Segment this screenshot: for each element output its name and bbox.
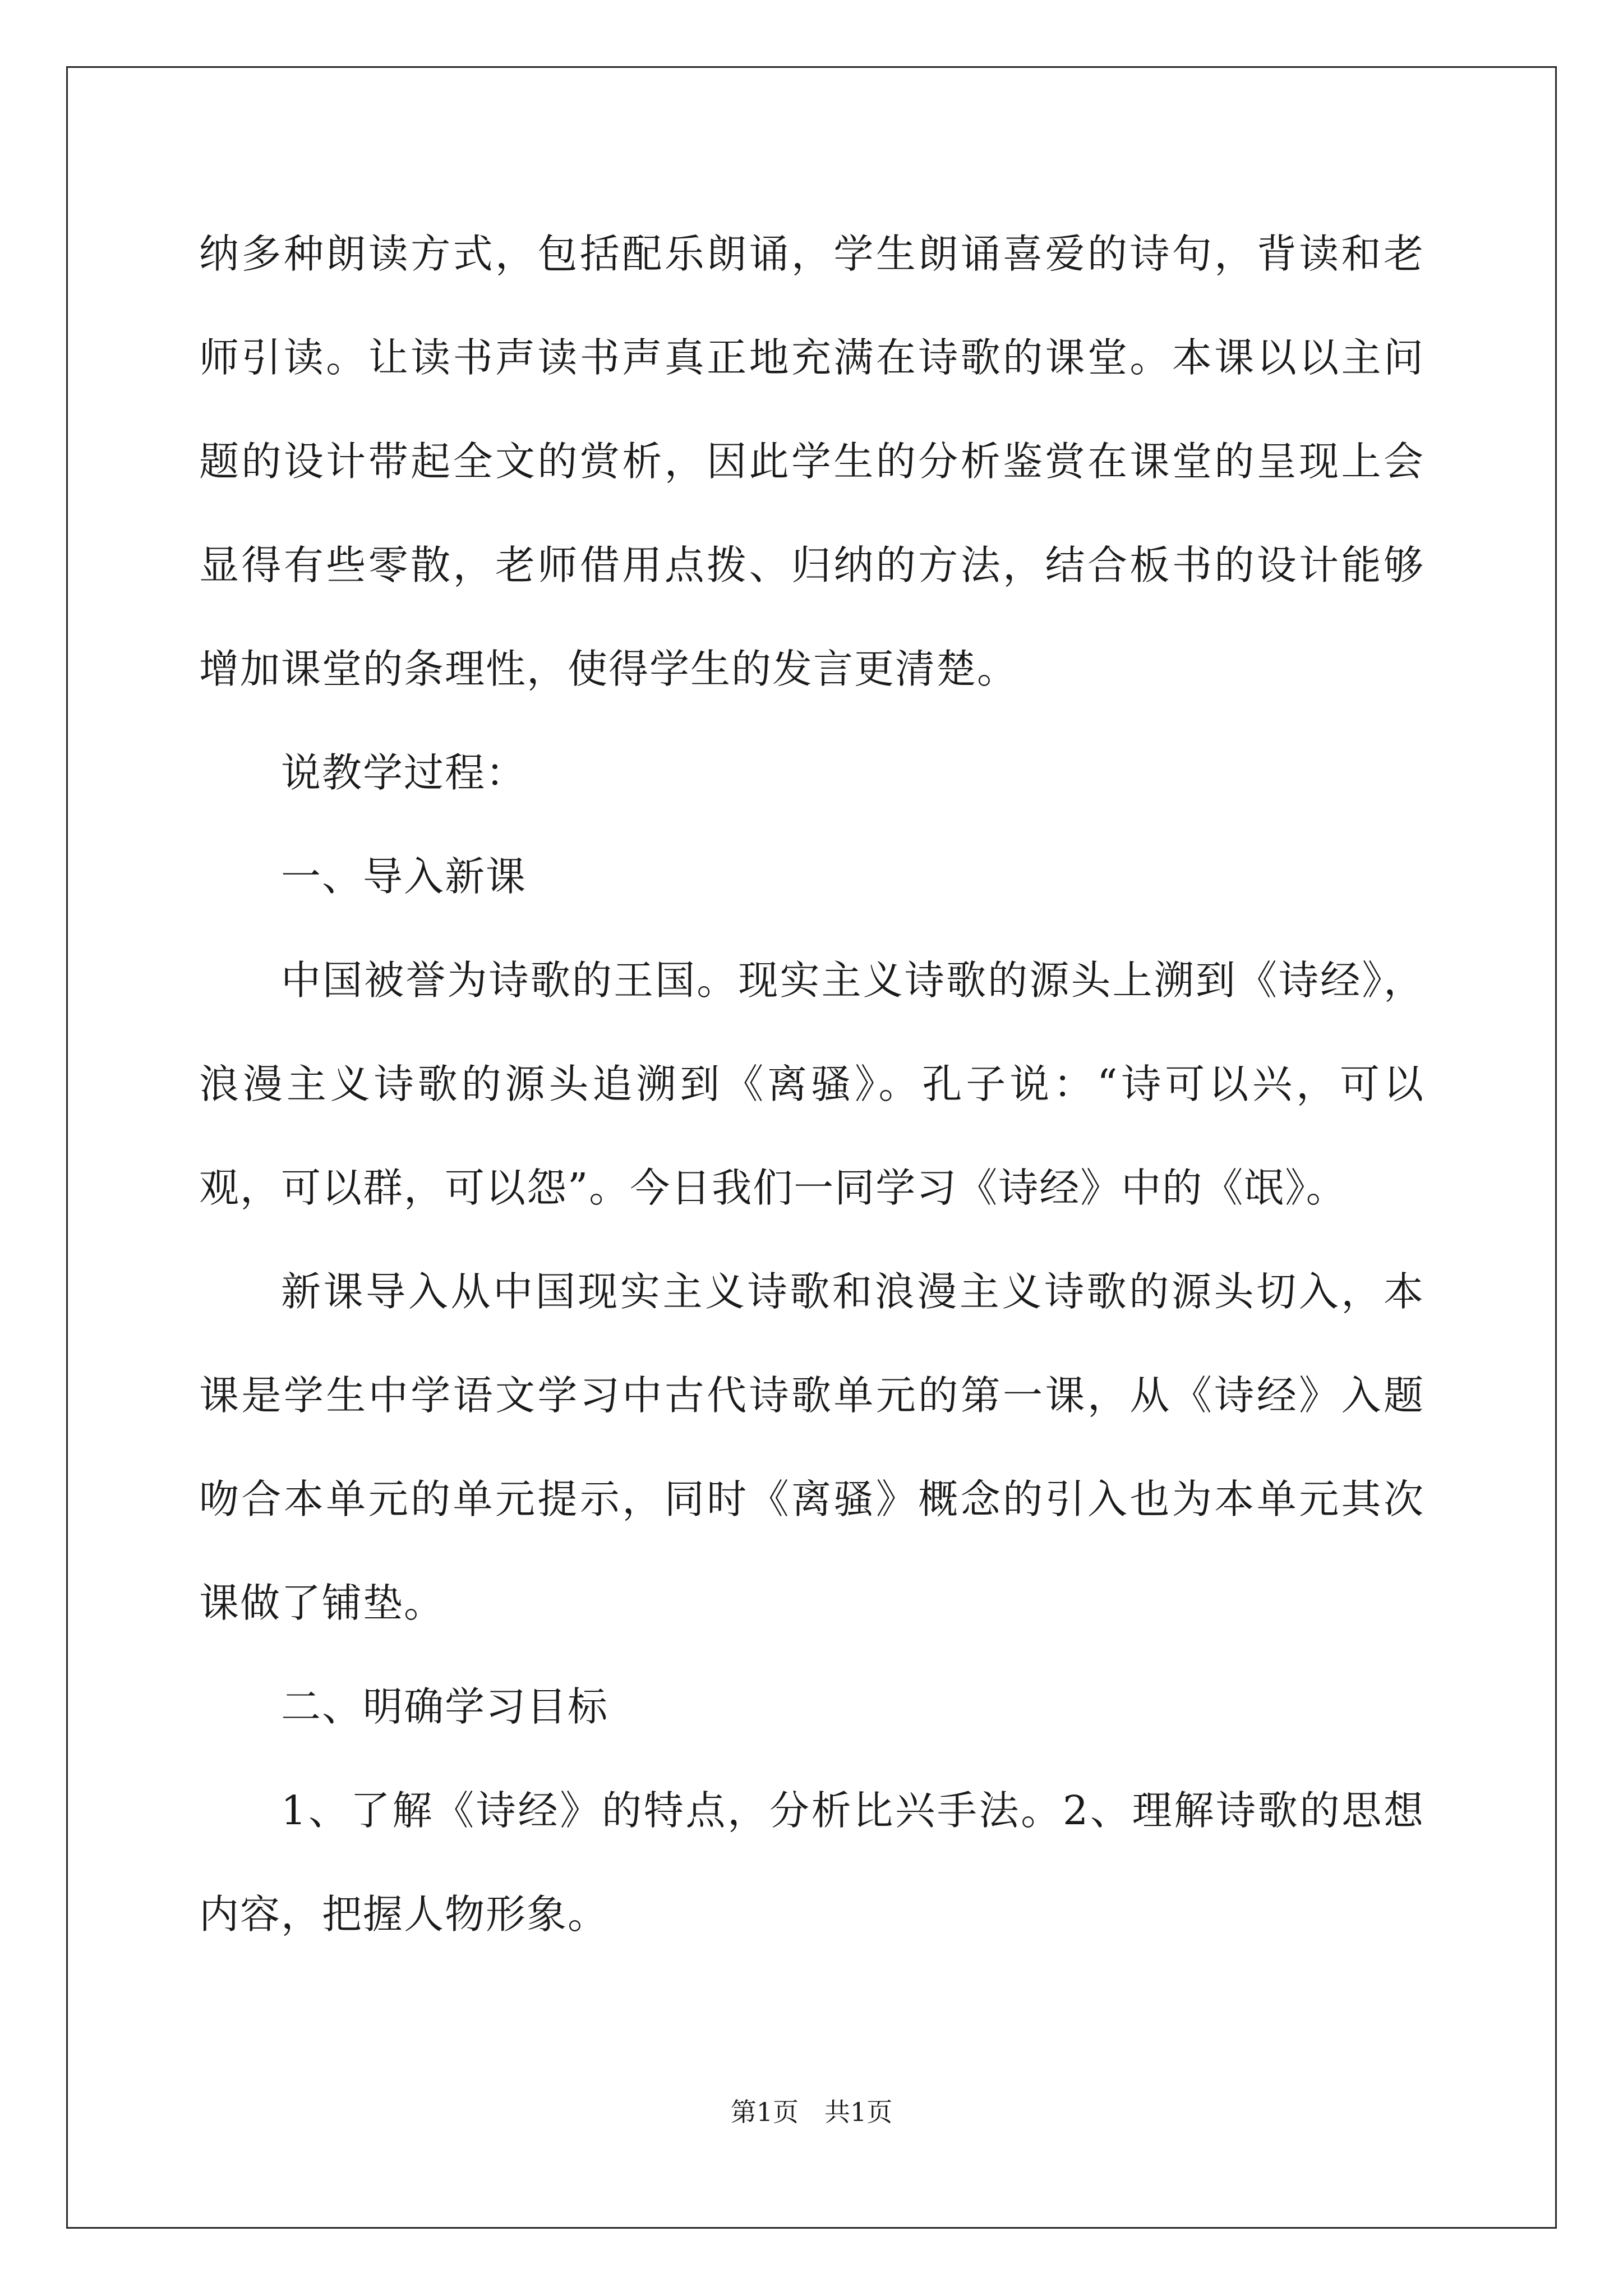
paragraph-learning-goals: 1、了解《诗经》的特点，分析比兴手法。2、理解诗歌的思想内容，把握人物形象。 [199,1787,1424,1938]
paragraph-heading-new-lesson: 一、导入新课 [281,853,527,900]
paragraph-intro-continuation: 纳多种朗读方式，包括配乐朗诵，学生朗诵喜爱的诗句，背读和老师引读。让读书声读书声真正地充满在诗歌的课堂。本课以以主问题的设计带起全文的赏析，因此学生的分析鉴赏在课堂的呈现上会显得有些零散，老师借用点拨、归纳的方法，结合板书的设计能够增加课堂的条理性，使得学生的发言更清楚。 [199,231,1424,692]
paragraph-lesson-introduction: 新课导入从中国现实主义诗歌和浪漫主义诗歌的源头切入，本课是学生中学语文学习中古代诗歌单元的第一课，从《诗经》入题吻合本单元的单元提示，同时《离骚》概念的引入也为本单元其次课做了铺垫。 [199,1268,1424,1626]
page-footer [0,2095,1623,2129]
paragraph-china-poetry: 中国被誉为诗歌的王国。现实主义诗歌的源头上溯到《诗经》，浪漫主义诗歌的源头追溯到《离骚》。孔子说：“诗可以兴，可以观，可以群，可以怨”。今日我们一同学习《诗经》中的《氓》。 [199,957,1424,1211]
page-total: 共1页 [824,2097,893,2127]
paragraph-heading-learning-goals: 二、明确学习目标 [281,1683,609,1730]
page-number: 第1页 [730,2097,799,2127]
document-body [199,202,1424,1966]
paragraph-heading-teaching-process: 说教学过程： [281,749,527,796]
